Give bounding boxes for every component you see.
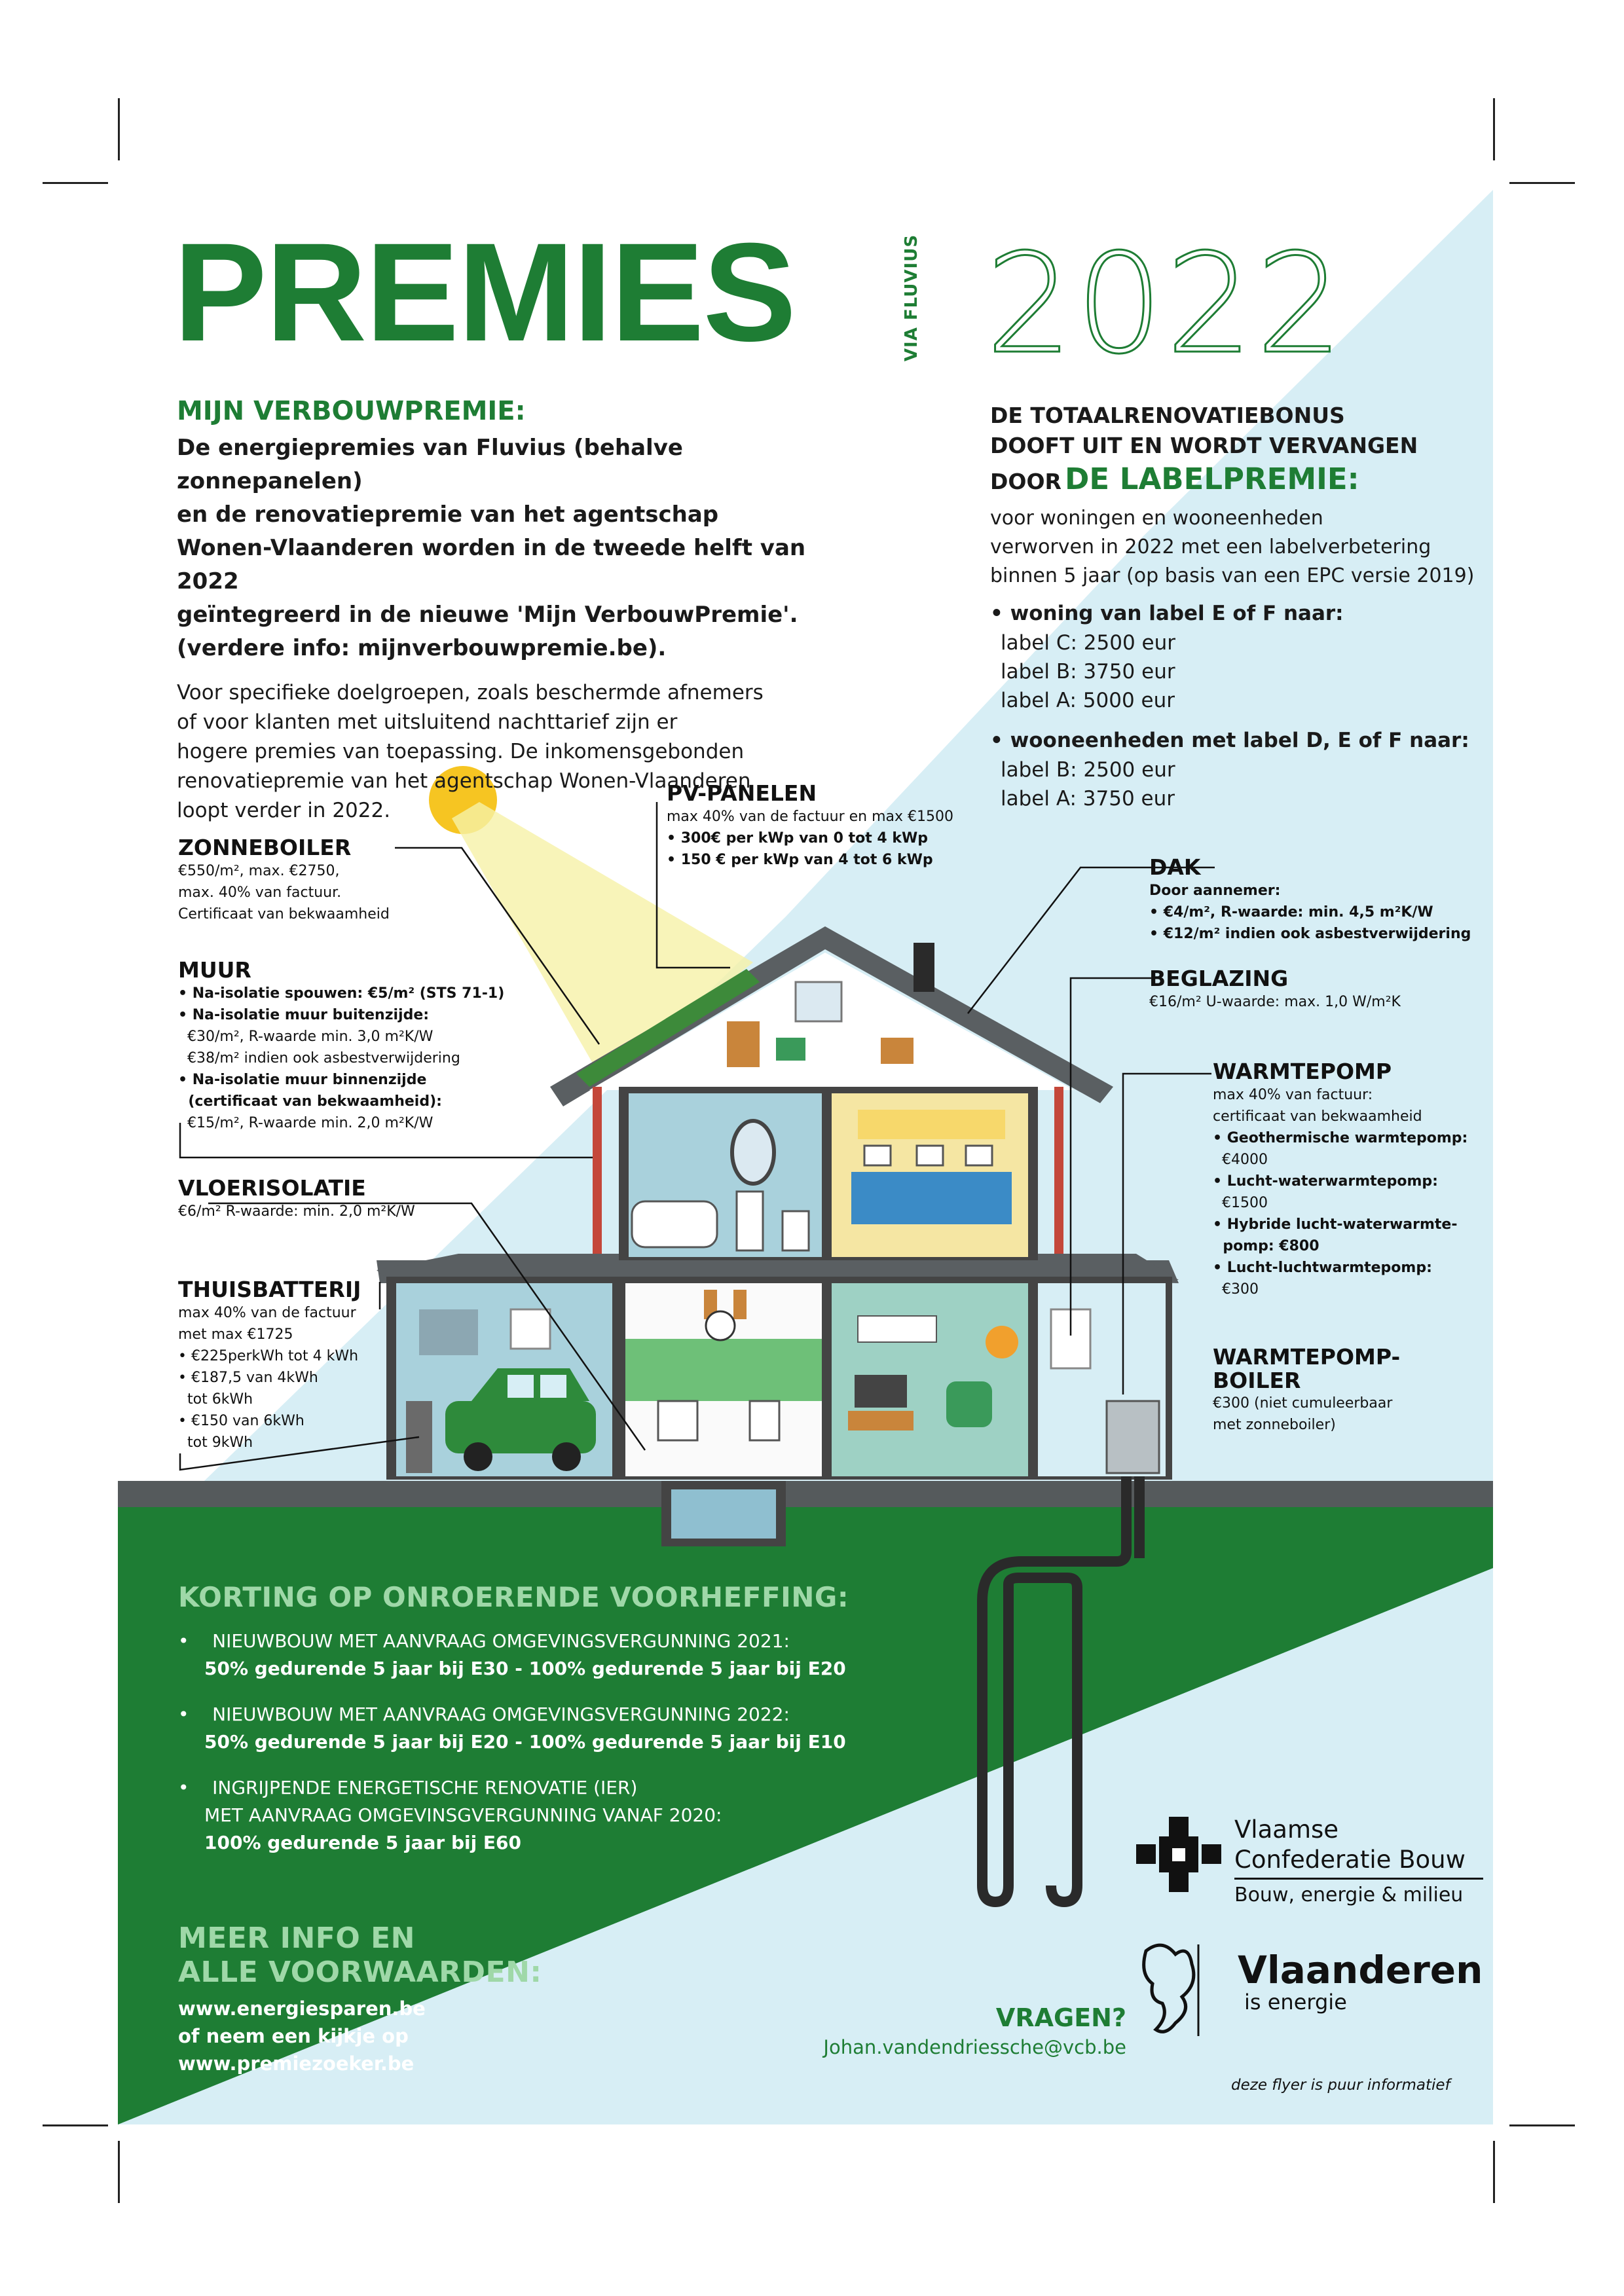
verbouwpremie-intro [177, 431, 871, 665]
intro-line: binnen 5 jaar (op basis van een EPC versie 2019) [990, 564, 1475, 587]
labelpremie-highlight: DE LABELPREMIE: [1065, 462, 1359, 496]
korting-item-detail: 50% gedurende 5 jaar bij E20 - 100% gedurende 5 jaar bij E10 [204, 1731, 846, 1753]
intro-line: Wonen-Vlaanderen worden in de tweede helft van 2022 [177, 535, 806, 594]
label-title: DAK [1149, 854, 1201, 880]
crop-mark [118, 98, 120, 160]
label-beglazing [1149, 966, 1477, 1013]
label-lines [178, 1201, 479, 1222]
list-item: label B: 2500 eur [1001, 758, 1175, 782]
body-line: Voor specifieke doelgroepen, zoals beschermde afnemers [177, 681, 764, 704]
crop-mark [1493, 98, 1495, 160]
verbouwpremie-section [177, 396, 871, 826]
attic-window-icon [796, 982, 841, 1021]
title-via-text: VIA FLUVIUS [902, 234, 922, 362]
label-line: €6/m² R-waarde: min. 2,0 m²K/W [178, 1203, 415, 1220]
label-lines [178, 860, 440, 925]
intro-line: geïntegreerd in de nieuwe 'Mijn VerbouwPremie'. [177, 602, 798, 628]
label-title: VLOERISOLATIE [178, 1175, 366, 1201]
boiler-icon [1107, 1401, 1159, 1473]
labelpremie-prefix: DOOR [990, 469, 1061, 494]
label-line: met max €1725 [178, 1326, 293, 1343]
title-via [881, 234, 922, 362]
korting-label-text: NIEUWBOUW MET AANVRAAG OMGEVINGSVERGUNNING 2021: [212, 1630, 790, 1652]
crop-mark [1509, 182, 1575, 184]
label-title: BOILER [1213, 1368, 1301, 1393]
label-line: (certificaat van bekwaamheid): [178, 1093, 442, 1110]
contact-email-link[interactable]: Johan.vandendriessche@vcb.be [823, 2036, 1126, 2058]
toilet-icon [783, 1211, 809, 1250]
body-line: of voor klanten met uitsluitend nachttarief zijn er [177, 710, 678, 734]
label-lines [667, 806, 1007, 871]
crop-mark [43, 182, 108, 184]
bookshelf-icon [858, 1110, 1005, 1139]
label-title: WARMTEPOMP- [1213, 1344, 1401, 1370]
label-title: PV-PANELEN [667, 780, 817, 806]
vcb-line2: Confederatie Bouw [1234, 1845, 1483, 1880]
list-item: label A: 5000 eur [1001, 689, 1175, 712]
korting-item-label: • INGRIJPENDE ENERGETISCHE RENOVATIE (IER) [178, 1777, 638, 1798]
meer-info-text: of neem een kijkje op [178, 2025, 409, 2047]
verbouwpremie-heading: MIJN VERBOUWPREMIE: [177, 396, 526, 426]
korting-label-text: INGRIJPENDE ENERGETISCHE RENOVATIE (IER) [212, 1777, 638, 1798]
oven-icon [658, 1401, 697, 1440]
armchair-icon [946, 1381, 992, 1427]
label-line: tot 9kWh [178, 1434, 253, 1451]
label-line: €300 [1213, 1281, 1259, 1298]
korting-label-text: NIEUWBOUW MET AANVRAAG OMGEVINGSVERGUNNING 2022: [212, 1704, 790, 1725]
label-line: met zonneboiler) [1213, 1417, 1336, 1433]
label-line: €1500 [1213, 1195, 1268, 1211]
label-line: tot 6kWh [178, 1391, 253, 1408]
vragen-section [760, 2003, 1126, 2058]
labelpremie-line3 [990, 461, 1488, 504]
korting-item-detail: 100% gedurende 5 jaar bij E60 [204, 1832, 522, 1853]
lamp-icon [706, 1311, 735, 1340]
tv-icon [855, 1375, 907, 1408]
link-energiesparen[interactable]: www.energiesparen.be [178, 1997, 426, 2020]
korting-item-label2: MET AANVRAAG OMGEVINSGVERGUNNING VANAF 2020: [204, 1804, 722, 1826]
body-line: hogere premies van toepassing. De inkomensgebonden [177, 740, 745, 763]
label-line: • Na-isolatie spouwen: €5/m² (STS 71-1) [178, 985, 505, 1002]
meer-info-section [178, 1922, 637, 2077]
ground-strip [118, 1481, 1493, 1507]
label-lines [1149, 991, 1477, 1013]
garage-board-icon [419, 1309, 478, 1355]
label-line: max. 40% van factuur. [178, 884, 342, 901]
page-title: PREMIES [174, 214, 796, 371]
vragen-heading: VRAGEN? [995, 2003, 1126, 2032]
label-line: • Geothermische warmtepomp: [1213, 1130, 1468, 1146]
korting-item-detail: 50% gedurende 5 jaar bij E30 - 100% gedurende 5 jaar bij E20 [204, 1658, 846, 1679]
label-line: • €4/m², R-waarde: min. 4,5 m²K/W [1149, 904, 1433, 920]
label-warmtepompboiler [1213, 1345, 1481, 1436]
vlaanderen-name: Vlaanderen [1238, 1948, 1483, 1992]
label-title: ZONNEBOILER [178, 835, 352, 860]
label-muur [178, 957, 519, 1134]
bed-icon [851, 1172, 1012, 1224]
korting-item-label: • NIEUWBOUW MET AANVRAAG OMGEVINGSVERGUNNING 2022: [178, 1704, 790, 1725]
label-thuisbatterij [178, 1277, 394, 1453]
kitchen-tiles [625, 1339, 822, 1401]
label-line: • Hybride lucht-waterwarmte- [1213, 1216, 1458, 1233]
crop-mark [43, 2124, 108, 2126]
label-pv-panelen [667, 780, 1007, 871]
meer-info-heading: MEER INFO EN [178, 1922, 415, 1955]
label-line: max 40% van de factuur [178, 1305, 356, 1321]
labelpremie-intro [990, 504, 1488, 591]
label-title: BEGLAZING [1149, 966, 1289, 991]
label-lines [1149, 880, 1477, 945]
labelpremie-group1-title: • woning van label E of F naar: [990, 602, 1344, 625]
list-item: label A: 3750 eur [1001, 787, 1175, 811]
crop-mark [1493, 2141, 1495, 2203]
korting-section [178, 1581, 1095, 1857]
label-title: MUUR [178, 957, 251, 983]
label-line: max 40% van factuur: [1213, 1087, 1373, 1103]
vlaanderen-logo-text [1238, 1948, 1486, 2014]
korting-heading: KORTING OP ONROERENDE VOORHEFFING: [178, 1581, 849, 1613]
intro-line: verworven in 2022 met een labelverbetering [990, 536, 1431, 558]
vcb-line1: Vlaamse [1234, 1815, 1339, 1844]
disclaimer: deze flyer is puur informatief [1231, 2077, 1450, 2094]
vcb-logo-text [1234, 1815, 1483, 1906]
sink-icon [737, 1192, 763, 1250]
chimney-icon [913, 943, 934, 992]
label-line: €4000 [1213, 1152, 1268, 1168]
vcb-logo-icon [1136, 1817, 1228, 1892]
korting-item [178, 1701, 1095, 1756]
cabinet-icon [727, 1021, 760, 1067]
label-line: • Na-isolatie muur binnenzijde [178, 1072, 427, 1088]
label-line: €15/m², R-waarde min. 2,0 m²K/W [178, 1115, 434, 1131]
plant-table-icon [881, 1038, 913, 1064]
label-zonneboiler [178, 835, 440, 925]
label-line: • Lucht-luchtwarmtepomp: [1213, 1260, 1432, 1276]
brick-wall-icon [593, 1087, 602, 1257]
body-line: loopt verder in 2022. [177, 799, 391, 822]
label-lines [178, 983, 519, 1134]
dishwasher-icon [750, 1401, 779, 1440]
label-line: • 150 € per kWp van 4 tot 6 kWp [667, 852, 933, 868]
crop-mark [118, 2141, 120, 2203]
list-item: label C: 2500 eur [1001, 631, 1175, 655]
label-line: max 40% van de factuur en max €1500 [667, 809, 954, 825]
labelpremie-line2: DOOFT UIT EN WORDT VERVANGEN [990, 433, 1418, 458]
labelpremie-line1: DE TOTAALRENOVATIEBONUS [990, 403, 1345, 428]
meer-info-heading: ALLE VOORWAARDEN: [178, 1956, 542, 1989]
labelpremie-group1-list [990, 629, 1488, 715]
label-line: • Lucht-waterwarmtepomp: [1213, 1173, 1438, 1190]
label-line: €38/m² indien ook asbestverwijdering [178, 1050, 460, 1066]
label-line: • €187,5 van 4kWh [178, 1370, 318, 1386]
label-line: • Na-isolatie muur buitenzijde: [178, 1007, 430, 1023]
label-lines [1213, 1393, 1481, 1436]
labelpremie-section [990, 401, 1488, 813]
label-line: €300 (niet cumuleerbaar [1213, 1395, 1393, 1412]
label-line: €16/m² U-waarde: max. 1,0 W/m²K [1149, 994, 1401, 1010]
chair-icon [776, 1038, 805, 1061]
label-line: pomp: €800 [1213, 1238, 1320, 1254]
label-dak [1149, 854, 1477, 945]
korting-item-label: • NIEUWBOUW MET AANVRAAG OMGEVINGSVERGUNNING 2021: [178, 1630, 790, 1652]
floor-lamp-icon [986, 1326, 1018, 1358]
label-line: €30/m², R-waarde min. 3,0 m²K/W [178, 1029, 434, 1045]
labelpremie-group2-title: • wooneenheden met label D, E of F naar: [990, 729, 1469, 752]
label-line: €550/m², max. €2750, [178, 863, 340, 879]
labelpremie-group2-list [990, 756, 1488, 813]
link-premiezoeker[interactable]: www.premiezoeker.be [178, 2052, 415, 2075]
list-item: label B: 3750 eur [1001, 660, 1175, 683]
intro-line: (verdere info: mijnverbouwpremie.be). [177, 635, 667, 661]
mirror-icon [732, 1121, 774, 1184]
label-lines [178, 1302, 394, 1453]
label-line: • 300€ per kWp van 0 tot 4 kWp [667, 830, 928, 847]
label-line: • €12/m² indien ook asbestverwijdering [1149, 926, 1471, 942]
label-title: WARMTEPOMP [1213, 1059, 1392, 1084]
korting-item [178, 1628, 1095, 1683]
meer-info-lines [178, 1995, 637, 2077]
intro-line: en de renovatiepremie van het agentschap [177, 501, 719, 528]
crop-mark [1509, 2124, 1575, 2126]
label-line: • €225perkWh tot 4 kWh [178, 1348, 359, 1364]
intro-line: De energiepremies van Fluvius (behalve zonnepanelen) [177, 435, 683, 494]
korting-item [178, 1774, 1095, 1857]
label-warmtepomp [1213, 1059, 1481, 1300]
lion-icon [1136, 1938, 1208, 2043]
label-line: Door aannemer: [1149, 883, 1281, 899]
body-line: renovatiepremie van het agentschap Wonen-Vlaanderen [177, 769, 751, 793]
vcb-line3: Bouw, energie & milieu [1234, 1884, 1464, 1906]
vlaanderen-tagline: is energie [1244, 1990, 1347, 2014]
label-title: THUISBATTERIJ [178, 1277, 361, 1302]
title-year: 2022 [986, 224, 1346, 384]
label-vloerisolatie [178, 1175, 479, 1222]
intro-line: voor woningen en wooneenheden [990, 507, 1323, 530]
bathtub-icon [632, 1201, 717, 1247]
label-line: Certificaat van bekwaamheid [178, 906, 390, 922]
label-line: certificaat van bekwaamheid [1213, 1108, 1422, 1125]
label-line: • €150 van 6kWh [178, 1413, 304, 1429]
label-lines [1213, 1084, 1481, 1300]
